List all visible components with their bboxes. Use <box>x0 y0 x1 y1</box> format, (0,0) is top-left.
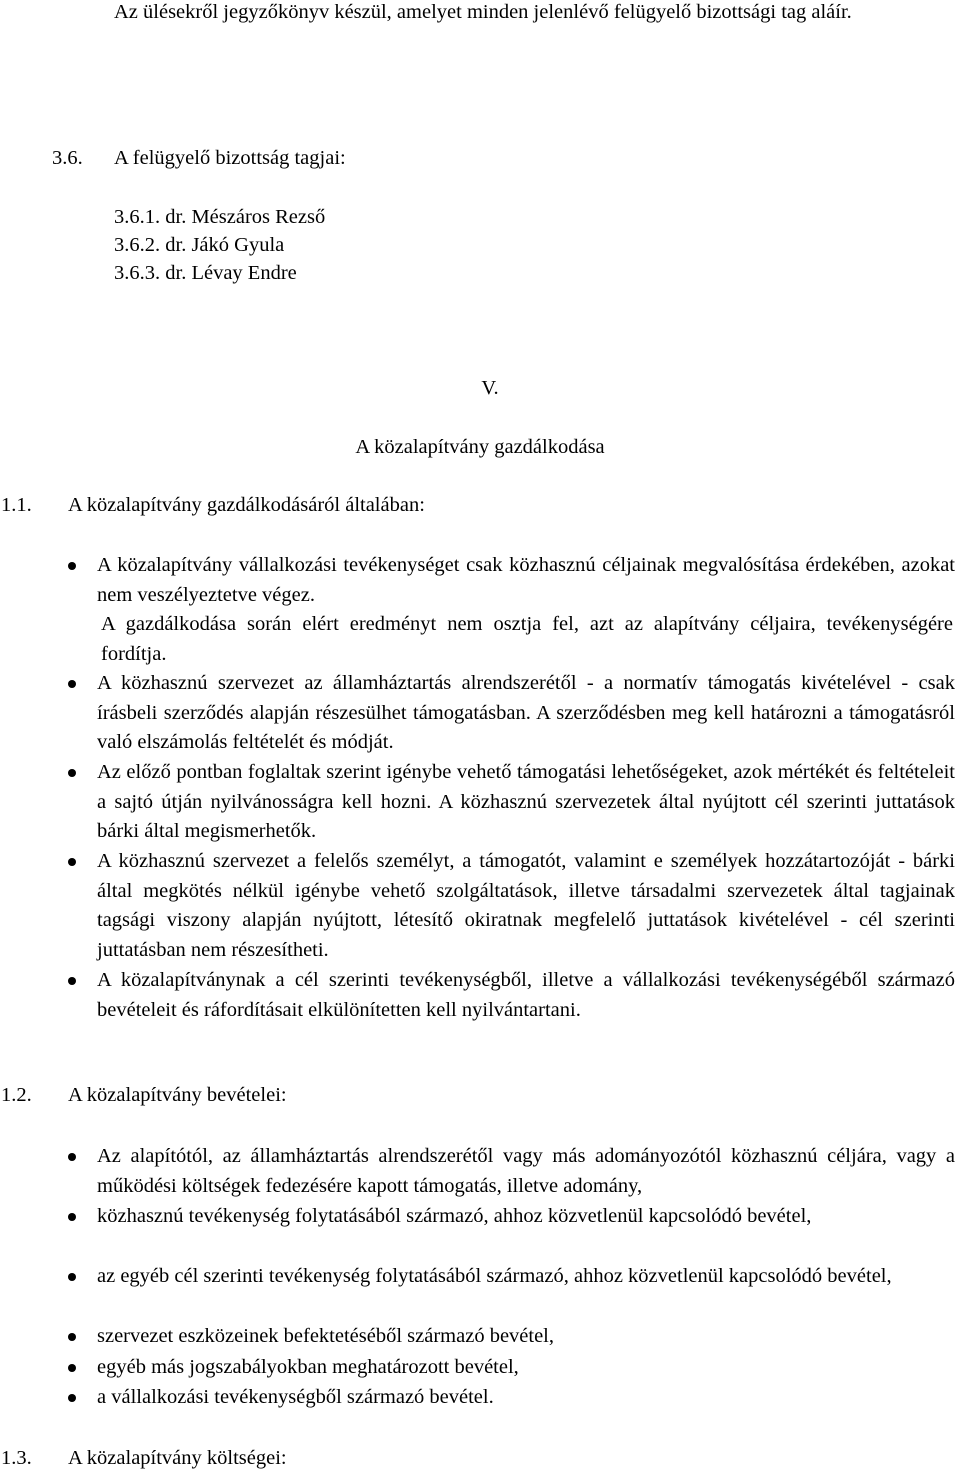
list-item: a vállalkozási tevékenységből származó bevétel. <box>97 1383 955 1413</box>
member-item: 3.6.1. dr. Mészáros Rezső <box>114 206 326 228</box>
section-1-3-title: A közalapítvány költségei: <box>68 1447 287 1469</box>
section-1-1-number: 1.1. <box>1 494 32 516</box>
list-item: Az alapítótól, az államháztartás alrendszerétől vagy más adományozótól közhasznú céljára, vagy a működési költségek fedezésére kapott támogatás, illetve adomány, <box>97 1142 955 1201</box>
bullet-icon <box>68 1394 76 1402</box>
chapter-title: A közalapítvány gazdálkodása <box>355 436 605 458</box>
list-item: A közhasznú szervezet a felelős személyt, a támogatót, valamint e személyek hozzátartozóját - bárki által megkötés nélkül igénybe vehető szolgáltatások, illetve társadalmi szervezetek által tagjainak tagsági viszony alapján nyújtott, létesítő okiratnak megfelelő juttatások kivételével - cél szerinti juttatásban nem részesítheti. <box>97 847 955 965</box>
bullet-icon <box>68 680 76 688</box>
bullet-icon <box>68 1273 76 1281</box>
bullet-icon <box>68 769 76 777</box>
intro-paragraph: Az ülésekről jegyzőkönyv készül, amelyet minden jelenlévő felügyelő bizottsági tag aláír. <box>114 1 852 23</box>
list-item: szervezet eszközeinek befektetéséből származó bevétel, <box>97 1322 955 1352</box>
section-1-2-number: 1.2. <box>1 1084 32 1106</box>
bullet-icon <box>68 977 76 985</box>
list-item: Az előző pontban foglaltak szerint igénybe vehető támogatási lehetőségeket, azok mértékét és feltételeit a sajtó útján nyilvánosságra kell hozni. A közhasznú szervezetek által nyújtott cél szerinti juttatások bárki által megismerhetők. <box>97 758 955 847</box>
bullet-icon <box>68 562 76 570</box>
member-item: 3.6.2. dr. Jákó Gyula <box>114 234 285 256</box>
list-item: A közalapítványnak a cél szerinti tevékenységből, illetve a vállalkozási tevékenységéből származó bevételeit és ráfordításait elkülönítetten kell nyilvántartani. <box>97 966 955 1025</box>
bullet-icon <box>68 1333 76 1341</box>
list-item: az egyéb cél szerinti tevékenység folytatásából származó, ahhoz közvetlenül kapcsolódó bevétel, <box>97 1262 955 1292</box>
list-item: közhasznú tevékenység folytatásából származó, ahhoz közvetlenül kapcsolódó bevétel, <box>97 1202 955 1232</box>
section-3-6-title: A felügyelő bizottság tagjai: <box>114 147 346 169</box>
bullet-icon <box>68 1153 76 1161</box>
section-1-2-title: A közalapítvány bevételei: <box>68 1084 287 1106</box>
chapter-number: V. <box>481 377 499 399</box>
section-1-3-number: 1.3. <box>1 1447 32 1469</box>
list-item: egyéb más jogszabályokban meghatározott bevétel, <box>97 1353 955 1383</box>
bullet-icon <box>68 1364 76 1372</box>
paragraph: A gazdálkodása során elért eredményt nem osztja fel, azt az alapítvány céljaira, tevékenységére fordítja. <box>101 613 953 665</box>
section-3-6-number: 3.6. <box>52 147 83 169</box>
list-item: A közalapítvány vállalkozási tevékenységet csak közhasznú céljainak megvalósítása érdekében, azokat nem veszélyeztetve végez. <box>97 551 955 610</box>
bullet-icon <box>68 858 76 866</box>
list-item: A közhasznú szervezet az államháztartás alrendszerétől - a normatív támogatás kivételével - csak írásbeli szerződés alapján részesülhet támogatásban. A szerződésben meg kell határozni a támogatásról való elszámolás feltételét és módját. <box>97 669 955 758</box>
bullet-icon <box>68 1213 76 1221</box>
section-1-1-title: A közalapítvány gazdálkodásáról általában: <box>68 494 425 516</box>
member-item: 3.6.3. dr. Lévay Endre <box>114 262 297 284</box>
